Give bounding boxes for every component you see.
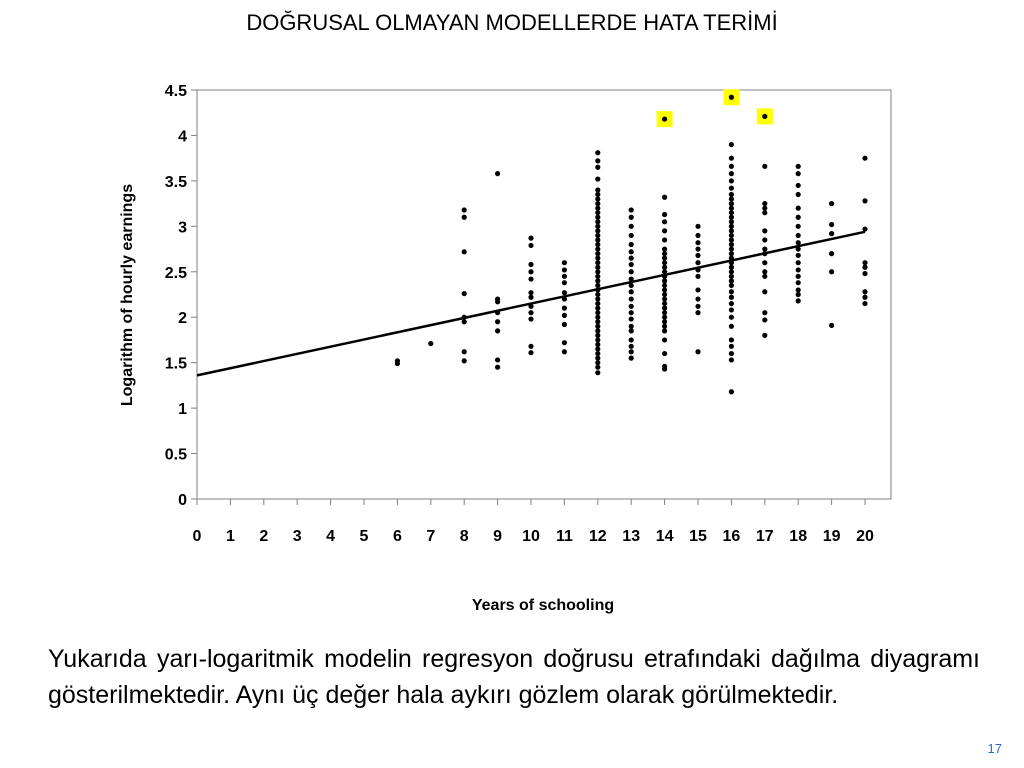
y-axis-label: Logarithm of hourly earnings — [119, 183, 136, 407]
data-point — [796, 215, 801, 220]
data-point — [729, 237, 734, 242]
data-point — [662, 301, 667, 306]
data-point — [562, 290, 567, 295]
data-point — [395, 358, 400, 363]
x-axis-label: Years of schooling — [471, 597, 615, 614]
data-point — [695, 224, 700, 229]
data-point — [829, 251, 834, 256]
data-point — [595, 274, 600, 279]
x-tick-label: 5 — [359, 528, 369, 545]
data-point — [796, 171, 801, 176]
data-point — [595, 328, 600, 333]
data-point — [796, 280, 801, 285]
data-point — [595, 158, 600, 163]
data-point — [729, 301, 734, 306]
data-point — [662, 212, 667, 217]
data-point — [528, 350, 533, 355]
y-tick-label: 3.5 — [164, 173, 187, 191]
data-point — [595, 360, 600, 365]
data-point — [796, 267, 801, 272]
data-point — [762, 333, 767, 338]
data-point — [796, 206, 801, 211]
data-point — [729, 389, 734, 394]
data-point — [595, 315, 600, 320]
x-axis — [193, 499, 874, 545]
data-point — [629, 337, 634, 342]
data-point — [528, 262, 533, 267]
data-point — [662, 256, 667, 261]
data-point — [762, 210, 767, 215]
data-point — [729, 233, 734, 238]
x-tick-label: 7 — [426, 528, 436, 545]
x-tick-label: 9 — [493, 528, 503, 545]
data-point — [595, 310, 600, 315]
data-point — [528, 310, 533, 315]
data-point — [695, 260, 700, 265]
x-tick-label: 13 — [622, 528, 641, 545]
data-point — [729, 186, 734, 191]
x-tick-label: 1 — [225, 528, 235, 545]
y-tick-label: 4 — [178, 128, 187, 146]
data-point — [562, 340, 567, 345]
data-point — [862, 301, 867, 306]
data-point — [562, 306, 567, 311]
data-point — [796, 164, 801, 169]
data-point — [729, 242, 734, 247]
x-tick-label: 20 — [856, 528, 874, 545]
data-point — [595, 206, 600, 211]
x-tick-label: 4 — [326, 528, 336, 545]
data-point — [629, 289, 634, 294]
data-point — [528, 236, 533, 241]
data-point — [796, 298, 801, 303]
data-point — [729, 344, 734, 349]
data-point — [495, 365, 500, 370]
data-point — [462, 291, 467, 296]
data-point — [595, 370, 600, 375]
data-point — [762, 274, 767, 279]
data-point — [595, 269, 600, 274]
data-point — [729, 269, 734, 274]
x-tick-label: 8 — [459, 528, 469, 545]
data-point — [595, 219, 600, 224]
data-point — [695, 287, 700, 292]
data-point — [595, 265, 600, 270]
data-point — [729, 324, 734, 329]
data-point — [629, 356, 634, 361]
data-point — [662, 328, 667, 333]
slide-number: 17 — [987, 741, 1002, 756]
x-tick-label: 19 — [822, 528, 841, 545]
data-point — [462, 319, 467, 324]
data-point — [729, 251, 734, 256]
data-point — [595, 346, 600, 351]
data-point — [595, 237, 600, 242]
data-point — [528, 243, 533, 248]
data-point — [595, 201, 600, 206]
data-point — [662, 251, 667, 256]
data-point — [862, 226, 867, 231]
data-point — [762, 237, 767, 242]
data-point — [562, 313, 567, 318]
data-point — [695, 233, 700, 238]
data-point — [629, 207, 634, 212]
data-point — [662, 278, 667, 283]
data-point — [862, 198, 867, 203]
data-point — [729, 283, 734, 288]
data-point — [829, 231, 834, 236]
data-point — [562, 274, 567, 279]
x-tick-label: 15 — [689, 528, 707, 545]
data-point — [829, 323, 834, 328]
data-point — [595, 150, 600, 155]
data-point — [729, 246, 734, 251]
data-point — [629, 242, 634, 247]
data-point — [528, 290, 533, 295]
data-point — [662, 246, 667, 251]
data-point — [462, 249, 467, 254]
data-point — [796, 183, 801, 188]
data-point — [729, 196, 734, 201]
data-point — [562, 322, 567, 327]
data-point — [695, 240, 700, 245]
data-point — [629, 316, 634, 321]
data-point — [495, 357, 500, 362]
y-axis — [165, 83, 197, 509]
data-point — [729, 357, 734, 362]
data-point — [762, 260, 767, 265]
data-point — [762, 269, 767, 274]
x-tick-label: 6 — [392, 528, 402, 545]
data-point — [862, 156, 867, 161]
data-point — [562, 267, 567, 272]
y-tick-label: 0 — [178, 492, 187, 509]
data-point — [629, 349, 634, 354]
data-point — [595, 283, 600, 288]
data-point — [662, 228, 667, 233]
data-point — [595, 256, 600, 261]
data-point — [595, 296, 600, 301]
data-point — [462, 207, 467, 212]
data-point — [595, 215, 600, 220]
data-point — [629, 269, 634, 274]
data-point — [695, 253, 700, 258]
data-point — [662, 324, 667, 329]
data-point — [729, 274, 734, 279]
data-point — [629, 344, 634, 349]
y-tick-label: 4.5 — [164, 83, 187, 100]
data-point — [462, 349, 467, 354]
data-point — [796, 192, 801, 197]
data-point — [662, 292, 667, 297]
y-tick-label: 2.5 — [164, 264, 187, 282]
data-point — [662, 351, 667, 356]
x-tick-label: 12 — [588, 528, 607, 545]
data-point — [662, 310, 667, 315]
data-point — [762, 206, 767, 211]
data-point — [729, 307, 734, 312]
data-point — [729, 201, 734, 206]
data-point — [762, 317, 767, 322]
data-point — [495, 319, 500, 324]
data-point — [595, 324, 600, 329]
data-point — [729, 178, 734, 183]
data-point — [729, 278, 734, 283]
data-point — [729, 171, 734, 176]
data-point — [729, 265, 734, 270]
data-point — [729, 219, 734, 224]
data-point — [662, 219, 667, 224]
data-point — [629, 328, 634, 333]
data-point — [595, 165, 600, 170]
data-point — [595, 278, 600, 283]
data-point — [762, 289, 767, 294]
data-point — [629, 249, 634, 254]
data-point — [528, 269, 533, 274]
data-point — [495, 296, 500, 301]
data-point — [762, 228, 767, 233]
data-point — [695, 274, 700, 279]
outlier-point — [662, 116, 667, 121]
data-point — [528, 295, 533, 300]
data-point — [629, 262, 634, 267]
x-tick-label: 2 — [259, 528, 269, 545]
data-point — [729, 192, 734, 197]
data-point — [796, 292, 801, 297]
data-point — [595, 196, 600, 201]
data-point — [862, 260, 867, 265]
data-point — [662, 260, 667, 265]
data-point — [729, 295, 734, 300]
y-tick-label: 3 — [178, 219, 187, 237]
data-point — [629, 215, 634, 220]
data-point — [729, 206, 734, 211]
data-point — [595, 342, 600, 347]
data-point — [629, 304, 634, 309]
data-point — [595, 228, 600, 233]
data-point — [796, 260, 801, 265]
data-point — [829, 269, 834, 274]
data-point — [595, 251, 600, 256]
data-point — [729, 224, 734, 229]
data-point — [462, 358, 467, 363]
y-tick-label: 1.5 — [164, 355, 187, 373]
data-point — [595, 337, 600, 342]
data-point — [595, 260, 600, 265]
x-tick-label: 16 — [722, 528, 741, 545]
data-point — [662, 296, 667, 301]
data-point — [695, 246, 700, 251]
data-point — [862, 295, 867, 300]
data-point — [595, 224, 600, 229]
data-point — [629, 310, 634, 315]
data-point — [662, 315, 667, 320]
data-point — [662, 287, 667, 292]
data-point — [762, 164, 767, 169]
data-point — [562, 280, 567, 285]
data-point — [595, 246, 600, 251]
x-tick-label: 10 — [522, 528, 540, 545]
data-point — [595, 242, 600, 247]
data-point — [862, 271, 867, 276]
data-point — [662, 265, 667, 270]
data-point — [796, 224, 801, 229]
data-point — [695, 304, 700, 309]
data-point — [495, 328, 500, 333]
data-point — [729, 215, 734, 220]
data-point — [662, 337, 667, 342]
data-point — [595, 301, 600, 306]
data-point — [662, 319, 667, 324]
data-point — [595, 319, 600, 324]
data-point — [796, 253, 801, 258]
x-tick-label: 18 — [789, 528, 808, 545]
data-point — [528, 276, 533, 281]
plot-area — [197, 90, 891, 499]
outlier-point — [729, 95, 734, 100]
data-point — [629, 224, 634, 229]
data-point — [562, 260, 567, 265]
data-point — [629, 296, 634, 301]
slide-title: DOĞRUSAL OLMAYAN MODELLERDE HATA TERİMİ — [246, 10, 778, 35]
data-point — [662, 283, 667, 288]
data-point — [662, 237, 667, 242]
data-point — [796, 233, 801, 238]
data-point — [762, 310, 767, 315]
data-point — [762, 201, 767, 206]
data-point — [595, 365, 600, 370]
data-point — [796, 287, 801, 292]
data-point — [629, 324, 634, 329]
data-point — [662, 364, 667, 369]
y-tick-label: 2 — [178, 310, 187, 328]
data-point — [796, 274, 801, 279]
data-point — [762, 246, 767, 251]
data-point — [829, 222, 834, 227]
x-tick-label: 0 — [192, 528, 202, 545]
data-point — [528, 316, 533, 321]
data-point — [662, 195, 667, 200]
data-point — [595, 192, 600, 197]
data-point — [729, 142, 734, 147]
x-tick-label: 3 — [292, 528, 302, 545]
data-point — [862, 265, 867, 270]
data-point — [729, 164, 734, 169]
data-point — [595, 176, 600, 181]
x-tick-label: 17 — [755, 528, 774, 545]
data-point — [462, 215, 467, 220]
data-point — [595, 187, 600, 192]
data-point — [729, 210, 734, 215]
data-point — [595, 233, 600, 238]
data-point — [595, 333, 600, 338]
data-point — [629, 233, 634, 238]
data-point — [729, 351, 734, 356]
data-point — [595, 356, 600, 361]
data-point — [428, 341, 433, 346]
data-point — [695, 310, 700, 315]
y-tick-label: 0.5 — [164, 446, 187, 464]
data-point — [695, 349, 700, 354]
data-point — [528, 344, 533, 349]
data-point — [595, 292, 600, 297]
x-tick-label: 14 — [655, 528, 674, 545]
data-point — [562, 349, 567, 354]
data-point — [595, 306, 600, 311]
data-point — [695, 296, 700, 301]
data-point — [662, 306, 667, 311]
body-text: Yukarıda yarı-logaritmik modelin regresyon doğrusu etrafındaki dağılma diyagramı gösterilmektedir. Aynı üç değer hala aykırı gözlem olarak görülmektedir. — [48, 645, 980, 709]
x-tick-label: 11 — [555, 528, 573, 545]
y-tick-label: 1 — [178, 401, 187, 419]
outlier-point — [762, 114, 767, 119]
data-point — [495, 171, 500, 176]
data-point — [729, 228, 734, 233]
data-point — [729, 315, 734, 320]
data-point — [862, 289, 867, 294]
data-point — [729, 289, 734, 294]
data-point — [595, 210, 600, 215]
data-point — [729, 337, 734, 342]
data-point — [829, 201, 834, 206]
data-point — [729, 156, 734, 161]
data-point — [595, 351, 600, 356]
data-point — [629, 256, 634, 261]
